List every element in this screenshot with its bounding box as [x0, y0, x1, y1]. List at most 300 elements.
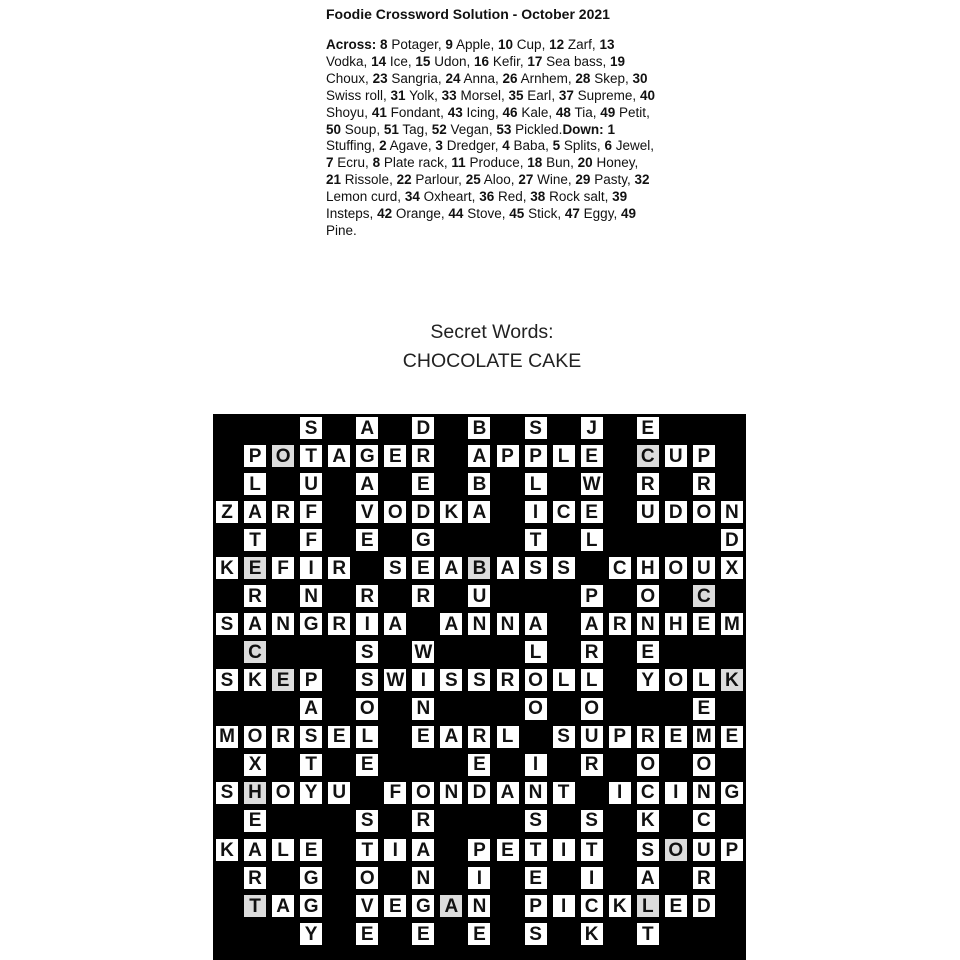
- clue-number: 12: [549, 37, 565, 52]
- grid-cell: O: [637, 585, 659, 607]
- grid-cell: K: [637, 810, 659, 832]
- grid-cell: O: [525, 669, 547, 691]
- grid-cell: D: [412, 501, 434, 523]
- grid-cell: A: [244, 501, 266, 523]
- grid-cell: A: [356, 417, 378, 439]
- clue-answer: Apple: [455, 37, 491, 52]
- grid-cell: R: [328, 613, 350, 635]
- grid-cell: N: [525, 782, 547, 804]
- grid-cell: Z: [216, 501, 238, 523]
- grid-cell: G: [300, 895, 322, 917]
- grid-cell: S: [300, 417, 322, 439]
- grid-cell: F: [272, 557, 294, 579]
- grid-cell: P: [468, 839, 490, 861]
- grid-cell: S: [356, 641, 378, 663]
- grid-cell-shaded: O: [272, 445, 294, 467]
- grid-cell: A: [468, 501, 490, 523]
- grid-cell: L: [497, 726, 519, 748]
- clue-answer: Rock salt: [549, 189, 605, 205]
- grid-cell: O: [244, 726, 266, 748]
- grid-cell: G: [721, 782, 743, 804]
- clue-number: 13: [599, 37, 615, 52]
- grid-cell: R: [581, 641, 603, 663]
- clue-number: 53: [496, 121, 512, 137]
- clue-number: 47: [564, 206, 580, 222]
- grid-cell: U: [468, 585, 490, 607]
- grid-cell: L: [356, 726, 378, 748]
- clue-answer: Vegan: [450, 121, 489, 137]
- clue-number: 22: [396, 172, 412, 188]
- clue-answer: Sea bass: [546, 53, 603, 69]
- grid-cell: M: [693, 726, 715, 748]
- grid-cell: R: [637, 473, 659, 495]
- grid-cell: A: [468, 445, 490, 467]
- clue-number: 45: [509, 206, 525, 222]
- clue-number: 20: [577, 155, 593, 171]
- grid-cell: E: [356, 923, 378, 945]
- grid-cell: E: [412, 473, 434, 495]
- grid-cell-shaded: E: [272, 669, 294, 691]
- grid-cell: P: [244, 445, 266, 467]
- grid-cell: A: [637, 867, 659, 889]
- grid-cell-shaded: C: [693, 585, 715, 607]
- grid-cell-shaded: T: [244, 895, 266, 917]
- grid-cell: E: [468, 754, 490, 776]
- grid-cell: N: [300, 585, 322, 607]
- clue-number: 50: [326, 121, 342, 137]
- clue-section-heading: Down:: [562, 121, 604, 137]
- grid-cell: R: [272, 726, 294, 748]
- grid-cell: O: [384, 501, 406, 523]
- grid-cell: S: [525, 810, 547, 832]
- grid-cell: U: [693, 839, 715, 861]
- clue-number: 9: [445, 37, 453, 52]
- grid-cell: N: [440, 782, 462, 804]
- grid-cell-shaded: E: [244, 557, 266, 579]
- grid-cell: W: [412, 641, 434, 663]
- clue-number: 23: [372, 70, 388, 86]
- clue-answer: Orange: [395, 206, 441, 222]
- grid-cell: R: [693, 473, 715, 495]
- grid-cell: I: [300, 557, 322, 579]
- grid-cell: R: [412, 445, 434, 467]
- clue-number: 46: [502, 104, 518, 120]
- grid-cell: N: [468, 895, 490, 917]
- clue-answer: Sangria: [391, 70, 438, 86]
- grid-cell: P: [525, 445, 547, 467]
- clue-number: 4: [502, 138, 510, 154]
- grid-cell: S: [553, 557, 575, 579]
- grid-cell: S: [300, 726, 322, 748]
- grid-cell: U: [665, 445, 687, 467]
- secret-words-label: Secret Words:: [430, 321, 554, 343]
- grid-cell: I: [525, 501, 547, 523]
- clue-answer: Anna: [463, 70, 496, 86]
- clue-answer: Yolk: [409, 87, 435, 103]
- grid-cell: K: [440, 501, 462, 523]
- clue-number: 29: [575, 172, 591, 188]
- clue-number: 21: [326, 172, 342, 188]
- grid-cell: A: [328, 445, 350, 467]
- grid-cell: F: [384, 782, 406, 804]
- clue-answer: Stove: [467, 206, 502, 222]
- grid-cell: D: [693, 895, 715, 917]
- grid-cell: U: [328, 782, 350, 804]
- grid-cell: I: [356, 613, 378, 635]
- secret-words-block: [0, 318, 960, 376]
- grid-cell: R: [412, 810, 434, 832]
- clue-number: 51: [383, 121, 399, 137]
- grid-cell: P: [581, 585, 603, 607]
- grid-cell: I: [384, 839, 406, 861]
- clue-answer: Supreme: [577, 87, 633, 103]
- grid-cell: I: [553, 839, 575, 861]
- grid-cell: L: [693, 669, 715, 691]
- clue-answer: Skep: [594, 70, 625, 86]
- clue-number: 15: [415, 53, 431, 69]
- grid-cell: C: [637, 782, 659, 804]
- grid-cell: U: [693, 557, 715, 579]
- grid-cell: V: [356, 501, 378, 523]
- grid-cell: A: [497, 782, 519, 804]
- clue-answer: Kale: [521, 104, 549, 120]
- grid-cell: O: [272, 782, 294, 804]
- grid-cell: R: [497, 669, 519, 691]
- clue-number: 31: [390, 87, 406, 103]
- grid-cell: A: [300, 698, 322, 720]
- grid-cell: N: [468, 613, 490, 635]
- clue-answer: Petit: [619, 104, 647, 120]
- clue-number: 2: [379, 138, 387, 154]
- clue-answer: Oxheart: [423, 189, 472, 205]
- grid-cell: E: [412, 923, 434, 945]
- clue-answer: Agave: [389, 138, 428, 154]
- clue-answer: Bun: [546, 155, 571, 171]
- grid-cell: O: [665, 669, 687, 691]
- grid-cell: N: [272, 613, 294, 635]
- grid-cell: F: [300, 529, 322, 551]
- clue-number: 40: [639, 87, 655, 103]
- clue-answer: Stick: [528, 206, 558, 222]
- grid-cell: M: [721, 613, 743, 635]
- clue-number: 24: [445, 70, 461, 86]
- grid-cell: O: [693, 501, 715, 523]
- clue-answer: Udon: [434, 53, 467, 69]
- grid-cell: A: [244, 839, 266, 861]
- grid-cell: A: [384, 613, 406, 635]
- grid-cell: E: [665, 895, 687, 917]
- clue-number: 25: [465, 172, 481, 188]
- grid-cell: X: [721, 557, 743, 579]
- grid-cell: K: [581, 923, 603, 945]
- clue-answer: Splits: [563, 138, 597, 154]
- clue-number: 28: [575, 70, 591, 86]
- clue-number: 36: [479, 189, 495, 205]
- grid-cell: L: [525, 641, 547, 663]
- grid-cell: I: [581, 867, 603, 889]
- grid-cell: T: [525, 529, 547, 551]
- grid-cell: G: [300, 613, 322, 635]
- grid-cell: O: [356, 698, 378, 720]
- grid-cell: Y: [300, 782, 322, 804]
- clue-number: 16: [474, 53, 490, 69]
- grid-cell: O: [525, 698, 547, 720]
- grid-cell: E: [356, 529, 378, 551]
- grid-cell: E: [581, 501, 603, 523]
- grid-cell-shaded: C: [637, 445, 659, 467]
- clue-answer: Earl: [527, 87, 552, 103]
- grid-cell: R: [272, 501, 294, 523]
- grid-cell: A: [356, 473, 378, 495]
- grid-cell: P: [497, 445, 519, 467]
- grid-cell: J: [581, 417, 603, 439]
- clue-answer: Tia: [574, 104, 593, 120]
- grid-cell: E: [497, 839, 519, 861]
- grid-cell: F: [300, 501, 322, 523]
- grid-cell: S: [637, 839, 659, 861]
- grid-cell: S: [525, 557, 547, 579]
- grid-cell: I: [412, 669, 434, 691]
- grid-cell: I: [468, 867, 490, 889]
- grid-cell: E: [300, 839, 322, 861]
- grid-cell: X: [244, 754, 266, 776]
- grid-cell: L: [553, 445, 575, 467]
- grid-cell: K: [609, 895, 631, 917]
- grid-cell: O: [581, 698, 603, 720]
- grid-cell: T: [525, 839, 547, 861]
- grid-cell: T: [356, 839, 378, 861]
- grid-cell: N: [412, 698, 434, 720]
- grid-cell: P: [721, 839, 743, 861]
- clue-answer: Honey: [596, 155, 635, 171]
- clue-number: 7: [326, 155, 334, 171]
- grid-cell: R: [693, 867, 715, 889]
- grid-cell: L: [244, 473, 266, 495]
- grid-cell: E: [525, 867, 547, 889]
- grid-cell: A: [440, 613, 462, 635]
- clue-number: 11: [451, 155, 466, 171]
- grid-cell: W: [581, 473, 603, 495]
- grid-cell: E: [468, 923, 490, 945]
- grid-cell: N: [497, 613, 519, 635]
- grid-cell: S: [468, 669, 490, 691]
- grid-cell: E: [328, 726, 350, 748]
- grid-cell: C: [581, 895, 603, 917]
- grid-cell: E: [384, 445, 406, 467]
- clue-number: 3: [435, 138, 443, 154]
- grid-cell: A: [525, 613, 547, 635]
- clue-answer: Arnhem: [520, 70, 568, 86]
- grid-cell: R: [356, 585, 378, 607]
- grid-cell: R: [468, 726, 490, 748]
- grid-cell: N: [637, 613, 659, 635]
- grid-cell: P: [525, 895, 547, 917]
- grid-cell: O: [665, 557, 687, 579]
- grid-cell: T: [581, 839, 603, 861]
- grid-cell: G: [412, 895, 434, 917]
- page-title: Foodie Crossword Solution - October 2021: [326, 6, 610, 22]
- clue-answer: Wine: [537, 172, 568, 188]
- grid-cell: A: [581, 613, 603, 635]
- clue-number: 8: [380, 37, 388, 52]
- clue-answer: Lemon curd: [326, 189, 398, 205]
- grid-cell: P: [693, 445, 715, 467]
- grid-cell: A: [497, 557, 519, 579]
- grid-cell: I: [609, 782, 631, 804]
- grid-cell: R: [637, 726, 659, 748]
- grid-cell: O: [356, 867, 378, 889]
- clue-answer: Pickled: [515, 121, 559, 137]
- grid-cell: P: [609, 726, 631, 748]
- clue-number: 8: [372, 155, 381, 171]
- grid-cell: C: [609, 557, 631, 579]
- grid-cell-shaded: L: [637, 895, 659, 917]
- clue-number: 26: [502, 70, 518, 86]
- clue-answer: Red: [497, 189, 523, 205]
- grid-cell: E: [244, 810, 266, 832]
- grid-cell: D: [412, 417, 434, 439]
- grid-cell: H: [665, 613, 687, 635]
- grid-cell: B: [468, 417, 490, 439]
- grid-cell: L: [581, 669, 603, 691]
- clue-answer: Tag: [402, 121, 425, 137]
- grid-cell: T: [300, 445, 322, 467]
- grid-cell: L: [581, 529, 603, 551]
- clue-number: 49: [600, 104, 616, 120]
- grid-cell: E: [693, 698, 715, 720]
- grid-cell: K: [216, 839, 238, 861]
- grid-cell: G: [356, 445, 378, 467]
- clue-number: 10: [498, 37, 514, 52]
- grid-cell: G: [300, 867, 322, 889]
- grid-cell: O: [637, 754, 659, 776]
- clue-answer: Parlour: [415, 172, 459, 188]
- clue-number: 33: [441, 87, 457, 103]
- clue-number: 35: [508, 87, 524, 103]
- grid-cell: S: [216, 782, 238, 804]
- grid-cell-shaded: A: [440, 895, 462, 917]
- grid-cell: U: [637, 501, 659, 523]
- grid-cell: T: [244, 529, 266, 551]
- clue-number: 19: [610, 53, 626, 69]
- clue-answer: Fondant: [390, 104, 441, 120]
- clue-section-heading: Across:: [326, 37, 377, 52]
- grid-cell: I: [525, 754, 547, 776]
- clue-number: 1: [607, 121, 615, 137]
- grid-cell: S: [525, 417, 547, 439]
- grid-cell: Y: [300, 923, 322, 945]
- grid-cell: W: [384, 669, 406, 691]
- grid-cell-shaded: O: [665, 839, 687, 861]
- grid-cell: R: [244, 585, 266, 607]
- grid-cell: S: [440, 669, 462, 691]
- grid-cell: A: [440, 726, 462, 748]
- clue-answer: Dredger: [446, 138, 495, 154]
- grid-cell: N: [721, 501, 743, 523]
- clue-number: 38: [530, 189, 546, 205]
- clue-number: 41: [371, 104, 387, 120]
- clue-answer: Plate rack: [383, 155, 444, 171]
- grid-cell: T: [553, 782, 575, 804]
- clue-answer: Swiss roll: [326, 87, 384, 103]
- grid-cell-shaded: B: [468, 557, 490, 579]
- grid-cell: R: [581, 754, 603, 776]
- grid-cell: S: [525, 923, 547, 945]
- grid-cell: N: [412, 867, 434, 889]
- clue-number: 34: [404, 189, 420, 205]
- clue-answer: Kefir: [492, 53, 520, 69]
- clue-list: Across: 8 Potager, 9 Apple, 10 Cup, 12 Zarf, 13 Vodka, 14 Ice, 15 Udon, 16 Kefir, 17 Sea bass, 19 Choux, 23 Sangria, 24 Anna, 26 Arnhem, 28 Skep, 30 Swiss roll, 31 Yolk, 33 Morsel, 35 Earl, 37 Supreme, 40 Shoyu, 41 Fondant, 43 Icing, 46 Kale, 48 Tia, 49 Petit, 50 Soup, 51 Tag, 52 Vegan, 53 Pickled.Down: 1 Stuffing, 2 Agave, 3 Dredger, 4 Baba, 5 Splits, 6 Jewel, 7 Ecru, 8 Plate rack, 11 Produce, 18 Bun, 20 Honey, 21 Rissole, 22 Parlour, 25 Aloo, 27 Wine, 29 Pasty, 32 Lemon curd, 34 Oxheart, 36 Red, 38 Rock salt, 39 Insteps, 42 Orange, 44 Stove, 45 Stick, 47 Eggy, 49 Pine.: [326, 37, 655, 238]
- grid-cell: E: [356, 754, 378, 776]
- grid-cell: E: [412, 557, 434, 579]
- clue-answer: Zarf: [567, 37, 592, 52]
- clue-number: 27: [518, 172, 534, 188]
- clue-number: 17: [527, 53, 543, 69]
- grid-cell: E: [637, 641, 659, 663]
- grid-cell: E: [693, 613, 715, 635]
- clue-answer: Baba: [513, 138, 546, 154]
- grid-cell: B: [468, 473, 490, 495]
- clue-answer: Insteps: [326, 206, 370, 222]
- clue-answer: Eggy: [583, 206, 614, 222]
- clue-number: 48: [555, 104, 571, 120]
- grid-cell: Y: [637, 669, 659, 691]
- clue-number: 44: [448, 206, 464, 222]
- grid-cell: A: [244, 613, 266, 635]
- grid-cell: H: [637, 557, 659, 579]
- clue-answer: Cup: [516, 37, 542, 52]
- grid-cell: U: [581, 726, 603, 748]
- grid-cell: D: [721, 529, 743, 551]
- grid-cell: G: [412, 529, 434, 551]
- clue-answer: Stuffing: [326, 138, 372, 154]
- clue-number: 42: [377, 206, 393, 222]
- grid-cell: E: [412, 726, 434, 748]
- clue-number: 39: [612, 189, 628, 205]
- grid-cell: S: [356, 810, 378, 832]
- grid-cell: C: [553, 501, 575, 523]
- grid-cell: R: [609, 613, 631, 635]
- grid-cell: L: [553, 669, 575, 691]
- clue-number: 30: [632, 70, 648, 86]
- grid-cell: R: [412, 585, 434, 607]
- clue-answer: Pasty: [594, 172, 627, 188]
- grid-cell: K: [216, 557, 238, 579]
- grid-cell: T: [300, 754, 322, 776]
- grid-cell: E: [637, 417, 659, 439]
- grid-cell: I: [553, 895, 575, 917]
- grid-cell: S: [553, 726, 575, 748]
- grid-cell: S: [581, 810, 603, 832]
- grid-cell: A: [412, 839, 434, 861]
- grid-cell: E: [384, 895, 406, 917]
- grid-cell: E: [721, 726, 743, 748]
- grid-cell: E: [581, 445, 603, 467]
- grid-cell: L: [525, 473, 547, 495]
- grid-cell: S: [356, 669, 378, 691]
- grid-cell: T: [637, 923, 659, 945]
- clue-number: 18: [527, 155, 543, 171]
- grid-cell-shaded: H: [244, 782, 266, 804]
- clue-answer: Pine: [326, 222, 354, 238]
- clue-number: 43: [447, 104, 463, 120]
- grid-cell: I: [665, 782, 687, 804]
- clue-answer: Choux: [326, 70, 366, 86]
- clue-answer: Potager: [391, 37, 438, 52]
- clue-answer: Aloo: [483, 172, 511, 188]
- secret-words-value: CHOCOLATE CAKE: [402, 350, 582, 372]
- clue-answer: Icing: [466, 104, 496, 120]
